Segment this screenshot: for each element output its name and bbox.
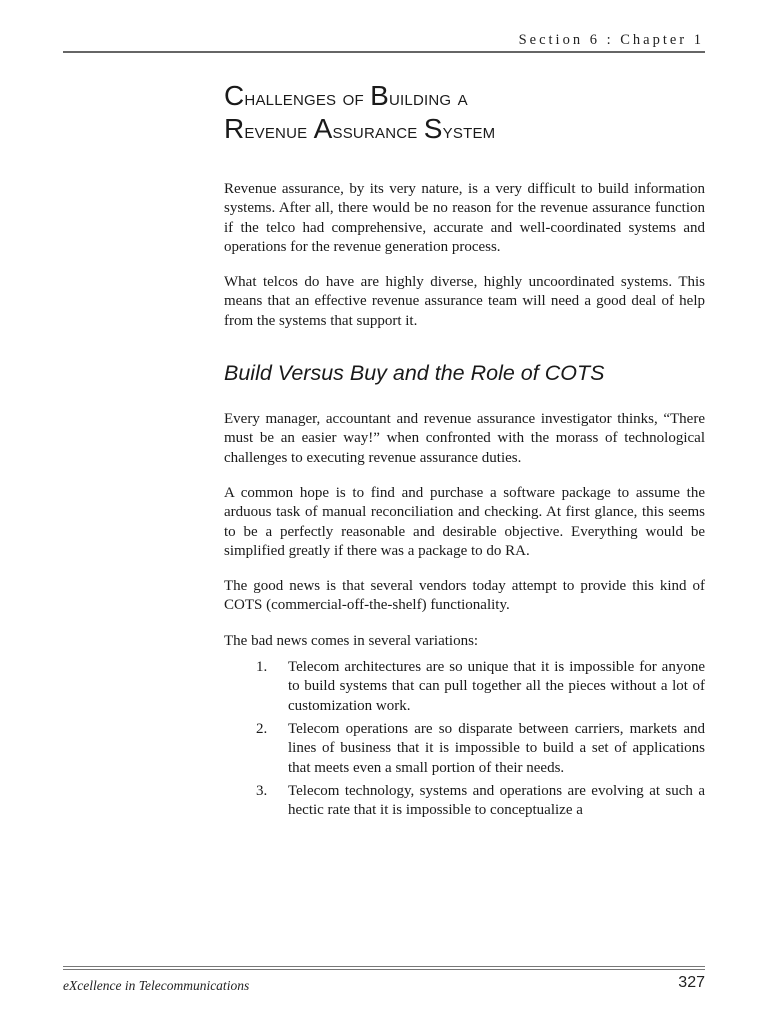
running-head: Section 6 : Chapter 1 [518, 32, 704, 48]
title-initial-a: A [313, 113, 333, 144]
section-paragraph-4: The bad news comes in several variations: [224, 632, 479, 649]
list-item-number: 3. [256, 782, 268, 799]
bad-news-list [224, 658, 705, 820]
header-rule [63, 51, 705, 53]
title-initial-b: B [370, 80, 390, 111]
list-item [224, 658, 705, 716]
title-initial-s: S [423, 113, 443, 144]
footer-rule-bottom [63, 969, 705, 970]
page-number: 327 [678, 974, 705, 991]
list-item-text: Telecom architectures are so unique that it is impossible for anyone to build systems that can pull together all the pieces without a lot of customization work. [288, 659, 705, 714]
section-paragraph-2: A common hope is to find and purchase a software package to assume the arduous task of manual reconciliation and checking. At first glance, this seems to be a perfectly reasonable and desirable objective. Everything would be simplified greatly if there was a package to do RA. [224, 484, 705, 559]
footer-rule-top [63, 966, 705, 967]
list-item-text: Telecom operations are so disparate between carriers, markets and lines of business that it is impossible to build a set of applications that meets even a small portion of their needs. [288, 720, 705, 776]
section-paragraph-3: The good news is that several vendors today attempt to provide this kind of COTS (commercial-off-the-shelf) functionality. [224, 578, 705, 614]
section-paragraph-1: Every manager, accountant and revenue assurance investigator thinks, “There must be an easier way!” when confronted with the morass of technological challenges to executing revenue assurance duties. [224, 411, 705, 466]
list-item [224, 720, 705, 778]
title-word-building-a: uilding a [389, 85, 468, 110]
title-initial-r: R [224, 113, 245, 144]
title-initial-c: C [224, 80, 245, 111]
title-word-challenges-of: hallenges of [244, 85, 371, 110]
intro-paragraph-2: What telcos do have are highly diverse, highly uncoordinated systems. This means that an effective revenue assurance team will need a good deal of help from the systems that support it. [224, 274, 705, 329]
title-word-assurance: ssurance [332, 118, 424, 143]
list-item-number: 1. [256, 659, 268, 676]
list-item [224, 782, 705, 821]
footer-publication: eXcellence in Telecommunications [63, 978, 250, 993]
title-word-revenue: evenue [244, 118, 314, 143]
chapter-title [224, 78, 624, 146]
list-item-number: 2. [256, 720, 268, 737]
list-item-text: Telecom technology, systems and operations are evolving at such a hectic rate that it is impossible to conceptualize a [288, 782, 705, 819]
title-word-system: ystem [442, 118, 496, 143]
page-content [224, 78, 705, 824]
section-heading: Build Versus Buy and the Role of COTS [224, 361, 605, 386]
intro-paragraph-1: Revenue assurance, by its very nature, is a very difficult to build information systems. After all, there would be no reason for the revenue assurance function if the telco had comprehensive, accurate and well-coordinated systems and operations for the revenue generation process. [224, 181, 705, 255]
